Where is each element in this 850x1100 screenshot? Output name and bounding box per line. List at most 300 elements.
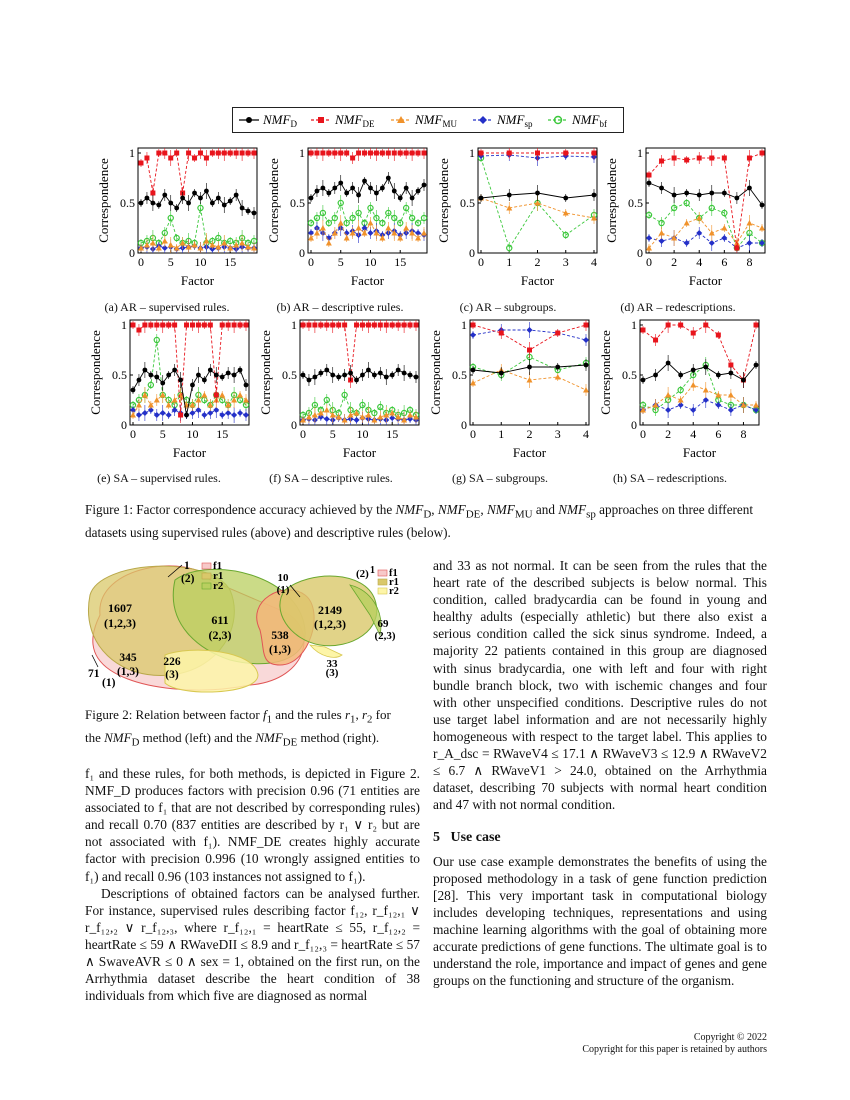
chart-ar-supervised bbox=[90, 140, 265, 298]
chart-ar-descriptive bbox=[260, 140, 435, 298]
point-NMF_D bbox=[348, 371, 353, 376]
point-NMF_D bbox=[350, 186, 355, 191]
point-NMF_DE bbox=[499, 331, 504, 336]
point-NMF_D bbox=[301, 373, 306, 378]
caption-g: (g) SA – subgroups. bbox=[451, 471, 548, 485]
point-NMF_DE bbox=[659, 159, 664, 164]
venn-left-legend-f1: f1 bbox=[213, 560, 223, 572]
x-tick-label: 0 bbox=[470, 427, 476, 441]
point-NMF_D bbox=[584, 363, 589, 368]
point-NMF_D bbox=[307, 378, 312, 383]
point-NMF_DE bbox=[709, 156, 714, 161]
point-NMF_MU bbox=[759, 225, 765, 231]
series-line-NMF_sp bbox=[649, 233, 762, 248]
point-NMF_DE bbox=[312, 323, 317, 328]
point-NMF_D bbox=[168, 201, 173, 206]
point-NMF_DE bbox=[222, 151, 227, 156]
point-NMF_DE bbox=[246, 151, 251, 156]
point-NMF_DE bbox=[330, 323, 335, 328]
point-NMF_DE bbox=[136, 328, 141, 333]
point-NMF_D bbox=[390, 373, 395, 378]
point-NMF_DE bbox=[166, 323, 171, 328]
point-NMF_DE bbox=[314, 151, 319, 156]
point-NMF_sp bbox=[470, 332, 476, 338]
point-NMF_DE bbox=[368, 151, 373, 156]
point-NMF_DE bbox=[398, 151, 403, 156]
point-NMF_D bbox=[360, 373, 365, 378]
point-NMF_DE bbox=[214, 393, 219, 398]
point-NMF_DE bbox=[252, 151, 257, 156]
point-NMF_D bbox=[162, 193, 167, 198]
point-NMF_DE bbox=[306, 323, 311, 328]
left-para-1: f₁ and these rules, for both methods, is depicted in Figure 2. NMF_D produces factors with precision 0.96 (71 entities are associated to f₁ that are not described by corresponding rules) and recall 0.70 (837 entities are described by r₁ ∨ r₂ but are not associated with f₁). NMF_DE creates highly accurate factor with precision 0.996 (10 wrongly assigned entities to f₁) and recall 0.96 (103 instances not assigned to f₁). bbox=[85, 766, 420, 884]
point-NMF_DE bbox=[142, 323, 147, 328]
venn-left-big: 1607 bbox=[108, 601, 132, 615]
point-NMF_D bbox=[563, 196, 568, 201]
point-NMF_D bbox=[507, 193, 512, 198]
x-tick-label: 2 bbox=[534, 255, 541, 269]
point-NMF_sp bbox=[354, 417, 360, 423]
x-axis-label: Factor bbox=[520, 273, 555, 288]
figure1-caption: Figure 1: Factor correspondence accuracy achieved by the $NMF_D$, $NMF_{DE}$, $NMF_{MU}$ and $NMF_{sp}$ approaches on three different datasets using supervised rules (above) and descriptive rules (below). bbox=[85, 502, 754, 540]
point-NMF_DE bbox=[471, 323, 476, 328]
point-NMF_DE bbox=[332, 151, 337, 156]
copyright-line1: Copyright © 2022 bbox=[693, 1032, 767, 1043]
point-NMF_MU bbox=[583, 387, 589, 393]
venn-left-f1only-sets: (3) bbox=[165, 669, 179, 681]
point-NMF_DE bbox=[338, 151, 343, 156]
point-NMF_DE bbox=[144, 156, 149, 161]
point-NMF_D bbox=[716, 373, 721, 378]
point-NMF_DE bbox=[563, 151, 568, 156]
point-NMF_D bbox=[378, 371, 383, 376]
x-tick-label: 4 bbox=[690, 427, 697, 441]
point-NMF_D bbox=[354, 378, 359, 383]
point-NMF_sp bbox=[243, 412, 249, 418]
point-NMF_DE bbox=[139, 161, 144, 166]
point-NMF_DE bbox=[386, 151, 391, 156]
point-NMF_DE bbox=[374, 151, 379, 156]
point-NMF_DE bbox=[234, 151, 239, 156]
point-NMF_DE bbox=[184, 323, 189, 328]
venn-right-legend-f1: f1 bbox=[389, 568, 398, 579]
point-NMF_DE bbox=[728, 363, 733, 368]
point-NMF_DE bbox=[507, 151, 512, 156]
point-NMF_sp bbox=[324, 416, 330, 422]
point-NMF_D bbox=[232, 373, 237, 378]
point-NMF_D bbox=[672, 193, 677, 198]
x-tick-label: 8 bbox=[740, 427, 747, 441]
point-NMF_MU bbox=[344, 235, 350, 241]
point-NMF_DE bbox=[232, 323, 237, 328]
x-axis-label: Factor bbox=[342, 445, 377, 460]
y-tick-label: 1 bbox=[129, 146, 135, 160]
point-NMF_D bbox=[366, 368, 371, 373]
point-NMF_D bbox=[234, 193, 239, 198]
point-NMF_DE bbox=[172, 323, 177, 328]
y-tick-label: 0 bbox=[631, 418, 637, 432]
point-NMF_sp bbox=[201, 412, 207, 418]
point-NMF_MU bbox=[746, 220, 752, 226]
point-NMF_DE bbox=[238, 323, 243, 328]
point-NMF_D bbox=[691, 368, 696, 373]
point-NMF_sp bbox=[166, 412, 172, 418]
point-NMF_D bbox=[137, 378, 142, 383]
left-para-2: Descriptions of obtained factors can be analysed further. For instance, supervised rules describing factor f₁₂, r_f₁₂,₁ ∨ r_f₁₂,₂ ∨ r_f₁₂,₃, where r_f₁₂,₁ = heartRate ≤ 55, r_f₁₂,₂ = heartRate ≤ 59 ∧ RWaveDII ≤ 8.9 and r_f₁₂,₃ = heartRate ≤ 57 ∧ SwaveAVR ≤ 0 ∧ sex = 1, obtained on the first run, on the Arrhythmia dataset describe the heart condition of 38 individuals from which five are diagnosed as normal bbox=[85, 885, 420, 1004]
point-NMF_DE bbox=[190, 323, 195, 328]
point-NMF_DE bbox=[716, 333, 721, 338]
point-NMF_DE bbox=[422, 151, 427, 156]
point-NMF_D bbox=[684, 191, 689, 196]
point-NMF_DE bbox=[162, 151, 167, 156]
venn-right-left: 10 bbox=[277, 572, 289, 584]
point-NMF_sp bbox=[367, 230, 373, 236]
x-tick-label: 6 bbox=[715, 427, 722, 441]
point-NMF_DE bbox=[384, 323, 389, 328]
venn-right-bottom: 33 bbox=[326, 658, 338, 670]
point-NMF_DE bbox=[216, 151, 221, 156]
x-tick-label: 0 bbox=[640, 427, 646, 441]
x-axis-label: Factor bbox=[172, 445, 207, 460]
x-tick-label: 15 bbox=[216, 427, 229, 441]
point-NMF_DE bbox=[336, 323, 341, 328]
point-NMF_MU bbox=[646, 245, 652, 251]
point-NMF_MU bbox=[150, 240, 156, 246]
point-NMF_MU bbox=[367, 220, 373, 226]
x-axis-label: Factor bbox=[180, 273, 215, 288]
point-NMF_DE bbox=[178, 413, 183, 418]
plot-frame bbox=[646, 148, 765, 253]
point-NMF_D bbox=[398, 196, 403, 201]
point-NMF_DE bbox=[408, 323, 413, 328]
y-tick-label: 0 bbox=[469, 246, 475, 260]
point-NMF_DE bbox=[196, 323, 201, 328]
x-tick-label: 2 bbox=[671, 255, 678, 269]
point-NMF_DE bbox=[366, 323, 371, 328]
y-axis-label: Correspondence bbox=[96, 158, 111, 243]
figure2-caption: Figure 2: Relation between factor $f_1$ and the rules $r_1$, $r_2$ for the $NMF_D$ method (left) and the $NMF_{DE}$ method (right). bbox=[85, 707, 391, 749]
point-NMF_MU bbox=[753, 402, 759, 408]
venn-right-f1r1: 538 bbox=[271, 630, 289, 642]
point-NMF_DE bbox=[148, 323, 153, 328]
svg-text:NMFbf: $NMF_{bf}$ bbox=[572, 112, 607, 129]
point-NMF_D bbox=[238, 368, 243, 373]
point-NMF_D bbox=[703, 365, 708, 370]
chart-sa-supervised bbox=[82, 312, 257, 470]
point-NMF_D bbox=[324, 368, 329, 373]
venn-right bbox=[257, 565, 399, 679]
figure2-venn bbox=[80, 555, 425, 700]
x-tick-label: 15 bbox=[386, 427, 399, 441]
venn-right-r2only: 69 bbox=[377, 618, 389, 630]
x-tick-label: 1 bbox=[506, 255, 513, 269]
point-NMF_MU bbox=[239, 240, 245, 246]
point-NMF_D bbox=[709, 191, 714, 196]
point-NMF_MU bbox=[421, 230, 427, 236]
venn-right-big: 2149 bbox=[318, 603, 342, 617]
point-NMF_D bbox=[226, 371, 231, 376]
point-NMF_D bbox=[326, 191, 331, 196]
point-NMF_D bbox=[246, 209, 251, 214]
x-tick-label: 5 bbox=[329, 427, 336, 441]
point-NMF_D bbox=[356, 193, 361, 198]
venn-right-f1r1-sets: (1,3) bbox=[268, 644, 292, 656]
point-NMF_D bbox=[344, 191, 349, 196]
point-NMF_D bbox=[186, 201, 191, 206]
x-tick-label: 10 bbox=[194, 255, 207, 269]
point-NMF_MU bbox=[320, 225, 326, 231]
point-NMF_MU bbox=[168, 242, 174, 248]
chart-ar-subgroups bbox=[430, 140, 605, 298]
x-axis-label: Factor bbox=[350, 273, 385, 288]
point-NMF_DE bbox=[410, 151, 415, 156]
point-NMF_D bbox=[240, 206, 245, 211]
x-tick-label: 15 bbox=[394, 255, 407, 269]
point-NMF_D bbox=[653, 373, 658, 378]
x-tick-label: 0 bbox=[138, 255, 144, 269]
point-NMF_DE bbox=[402, 323, 407, 328]
point-NMF_D bbox=[190, 383, 195, 388]
point-NMF_D bbox=[184, 413, 189, 418]
series-line-NMF_MU bbox=[649, 218, 762, 248]
point-NMF_MU bbox=[201, 392, 207, 398]
right-column bbox=[433, 557, 767, 989]
point-NMF_DE bbox=[722, 156, 727, 161]
y-tick-label: 0.5 bbox=[282, 368, 297, 382]
point-NMF_MU bbox=[365, 412, 371, 418]
point-NMF_DE bbox=[320, 151, 325, 156]
legend-nmf-bf bbox=[548, 112, 607, 129]
point-NMF_DE bbox=[174, 151, 179, 156]
point-NMF_DE bbox=[647, 173, 652, 178]
x-tick-label: 5 bbox=[337, 255, 344, 269]
point-NMF_MU bbox=[326, 240, 332, 246]
chart-sa-descriptive bbox=[252, 312, 427, 470]
y-tick-label: 0.5 bbox=[120, 196, 135, 210]
point-NMF_DE bbox=[228, 151, 233, 156]
y-tick-label: 0 bbox=[461, 418, 467, 432]
series-line-NMF_MU bbox=[643, 385, 756, 410]
x-tick-label: 8 bbox=[746, 255, 753, 269]
point-NMF_D bbox=[678, 373, 683, 378]
point-NMF_D bbox=[362, 179, 367, 184]
y-tick-label: 1 bbox=[291, 318, 297, 332]
caption-e: (e) SA – supervised rules. bbox=[97, 471, 221, 485]
venn-left-top: 1 bbox=[184, 560, 190, 572]
point-NMF_MU bbox=[130, 412, 136, 418]
point-NMF_DE bbox=[202, 323, 207, 328]
point-NMF_sp bbox=[746, 240, 752, 246]
point-NMF_D bbox=[422, 183, 427, 188]
point-NMF_D bbox=[222, 203, 227, 208]
point-NMF_MU bbox=[403, 225, 409, 231]
point-NMF_D bbox=[527, 365, 532, 370]
y-tick-label: 0.5 bbox=[622, 368, 637, 382]
point-NMF_MU bbox=[324, 407, 330, 413]
x-tick-label: 3 bbox=[562, 255, 569, 269]
caption-b: (b) AR – descriptive rules. bbox=[276, 300, 404, 314]
point-NMF_DE bbox=[318, 323, 323, 328]
point-NMF_D bbox=[404, 186, 409, 191]
point-NMF_D bbox=[416, 189, 421, 194]
x-tick-label: 2 bbox=[526, 427, 533, 441]
point-NMF_D bbox=[754, 363, 759, 368]
point-NMF_D bbox=[172, 368, 177, 373]
y-tick-label: 0 bbox=[121, 418, 127, 432]
point-NMF_DE bbox=[760, 151, 765, 156]
caption-f: (f) SA – descriptive rules. bbox=[269, 471, 393, 485]
point-NMF_D bbox=[192, 191, 197, 196]
point-NMF_D bbox=[342, 373, 347, 378]
point-NMF_MU bbox=[703, 387, 709, 393]
point-NMF_MU bbox=[470, 380, 476, 386]
y-tick-label: 0 bbox=[299, 246, 305, 260]
legend-nmf-mu bbox=[391, 112, 457, 129]
point-NMF_D bbox=[408, 373, 413, 378]
point-NMF_D bbox=[410, 196, 415, 201]
point-NMF_DE bbox=[354, 323, 359, 328]
point-NMF_DE bbox=[210, 151, 215, 156]
point-NMF_DE bbox=[220, 323, 225, 328]
point-NMF_D bbox=[697, 193, 702, 198]
point-NMF_D bbox=[198, 196, 203, 201]
point-NMF_D bbox=[402, 371, 407, 376]
point-NMF_sp bbox=[728, 407, 734, 413]
point-NMF_MU bbox=[555, 374, 561, 380]
point-NMF_D bbox=[139, 201, 144, 206]
x-axis-label: Factor bbox=[512, 445, 547, 460]
venn-left-f1r1-sets: (1,3) bbox=[116, 666, 140, 678]
point-NMF_D bbox=[592, 193, 597, 198]
point-NMF_D bbox=[647, 181, 652, 186]
x-tick-label: 0 bbox=[300, 427, 306, 441]
y-tick-label: 0.5 bbox=[460, 196, 475, 210]
series-line-NMF_DE bbox=[643, 325, 756, 380]
point-NMF_DE bbox=[584, 323, 589, 328]
x-tick-label: 4 bbox=[583, 427, 589, 441]
legend-svg bbox=[233, 108, 623, 132]
series-line-NMF_bf bbox=[141, 208, 254, 243]
point-NMF_sp bbox=[142, 410, 148, 416]
point-NMF_D bbox=[372, 373, 377, 378]
point-NMF_DE bbox=[372, 323, 377, 328]
y-axis-label: Correspondence bbox=[436, 158, 451, 243]
x-axis-label: Factor bbox=[682, 445, 717, 460]
caption-h: (h) SA – redescriptions. bbox=[613, 471, 727, 485]
series-line-NMF_DE bbox=[141, 153, 254, 193]
x-tick-label: 15 bbox=[224, 255, 237, 269]
point-NMF_D bbox=[555, 365, 560, 370]
point-NMF_D bbox=[392, 189, 397, 194]
point-NMF_sp bbox=[527, 327, 533, 333]
point-NMF_DE bbox=[527, 348, 532, 353]
point-NMF_D bbox=[228, 199, 233, 204]
point-NMF_D bbox=[374, 191, 379, 196]
venn-right-yellow bbox=[310, 645, 342, 657]
point-NMF_MU bbox=[136, 402, 142, 408]
point-NMF_DE bbox=[653, 338, 658, 343]
point-NMF_DE bbox=[416, 151, 421, 156]
y-tick-label: 1 bbox=[299, 146, 305, 160]
point-NMF_D bbox=[384, 375, 389, 380]
point-NMF_DE bbox=[301, 323, 306, 328]
point-NMF_DE bbox=[691, 331, 696, 336]
legend-nmf-de bbox=[311, 112, 375, 129]
point-NMF_DE bbox=[535, 151, 540, 156]
point-NMF_DE bbox=[390, 323, 395, 328]
right-para-1: and 33 as not normal. It can be seen from the rules that the heart rate of the described subjects is below normal. This condition, called bradycardia can be found in young and healthy adults (especially athletic) but there also exist a serious condition called the sick sinus syndrome. Indeed, a majority 22 patients contained in this group are diagnosed with sinus bradycardia, one with left and four with right bundle branch block, two with ischemic changes and four with other unspecified conditions. Descriptive rules do not use target label information and are not necessarily highly homogeneous with respect to the target label. This applies to r_A_dsc = RWaveV4 ≤ 17.1 ∧ RWaveV3 ≤ 12.9 ∧ RWaveV2 ≤ 6.7 ∧ RWaveV1 > 24.0, obtained on the Arrhythmia dataset, describing 70 subjects with normal heart condition and 47 with not normal condition. bbox=[433, 558, 767, 813]
x-tick-label: 1 bbox=[498, 427, 505, 441]
y-tick-label: 0.5 bbox=[628, 196, 643, 210]
point-NMF_D bbox=[174, 206, 179, 211]
y-tick-label: 0.5 bbox=[290, 196, 305, 210]
point-NMF_MU bbox=[338, 220, 344, 226]
point-NMF_D bbox=[154, 375, 159, 380]
series-line-NMF_DE bbox=[649, 153, 762, 248]
x-tick-label: 0 bbox=[646, 255, 652, 269]
point-NMF_D bbox=[380, 186, 385, 191]
point-NMF_sp bbox=[160, 410, 166, 416]
point-NMF_D bbox=[330, 373, 335, 378]
x-tick-label: 10 bbox=[186, 427, 199, 441]
x-tick-label: 0 bbox=[130, 427, 136, 441]
copyright-line2: Copyright for this paper is retained by authors bbox=[582, 1044, 767, 1055]
point-NMF_D bbox=[741, 378, 746, 383]
point-NMF_D bbox=[210, 201, 215, 206]
point-NMF_D bbox=[535, 191, 540, 196]
point-NMF_DE bbox=[479, 151, 484, 156]
venn-left-top-sets: (2) bbox=[181, 573, 195, 585]
point-NMF_DE bbox=[392, 151, 397, 156]
point-NMF_D bbox=[659, 186, 664, 191]
venn-right-top: 1 bbox=[370, 565, 375, 576]
point-NMF_DE bbox=[244, 323, 249, 328]
y-axis-label: Correspondence bbox=[258, 330, 273, 415]
point-NMF_DE bbox=[326, 151, 331, 156]
y-tick-label: 0 bbox=[129, 246, 135, 260]
point-NMF_DE bbox=[697, 156, 702, 161]
point-NMF_DE bbox=[356, 151, 361, 156]
point-NMF_D bbox=[414, 375, 419, 380]
point-NMF_D bbox=[499, 371, 504, 376]
point-NMF_D bbox=[760, 203, 765, 208]
point-NMF_D bbox=[312, 375, 317, 380]
chart-ar-redescriptions bbox=[598, 140, 773, 298]
y-axis-label: Correspondence bbox=[266, 158, 281, 243]
point-NMF_MU bbox=[308, 235, 314, 241]
point-NMF_MU bbox=[407, 412, 413, 418]
point-NMF_DE bbox=[154, 323, 159, 328]
svg-text:NMFsp: $NMF_{sp}$ bbox=[497, 112, 533, 129]
point-NMF_D bbox=[309, 196, 314, 201]
point-NMF_DE bbox=[396, 323, 401, 328]
point-NMF_sp bbox=[715, 402, 721, 408]
point-NMF_D bbox=[722, 191, 727, 196]
point-NMF_MU bbox=[219, 392, 225, 398]
point-NMF_DE bbox=[747, 156, 752, 161]
point-NMF_D bbox=[338, 181, 343, 186]
svg-text:NMFMU: $NMF_{MU}$ bbox=[415, 112, 457, 129]
point-NMF_DE bbox=[198, 151, 203, 156]
point-NMF_sp bbox=[136, 412, 142, 418]
point-NMF_MU bbox=[665, 392, 671, 398]
point-NMF_D bbox=[396, 368, 401, 373]
point-NMF_D bbox=[386, 176, 391, 181]
point-NMF_D bbox=[728, 371, 733, 376]
left-column bbox=[85, 765, 420, 1004]
x-tick-label: 5 bbox=[159, 427, 166, 441]
point-NMF_D bbox=[142, 368, 147, 373]
